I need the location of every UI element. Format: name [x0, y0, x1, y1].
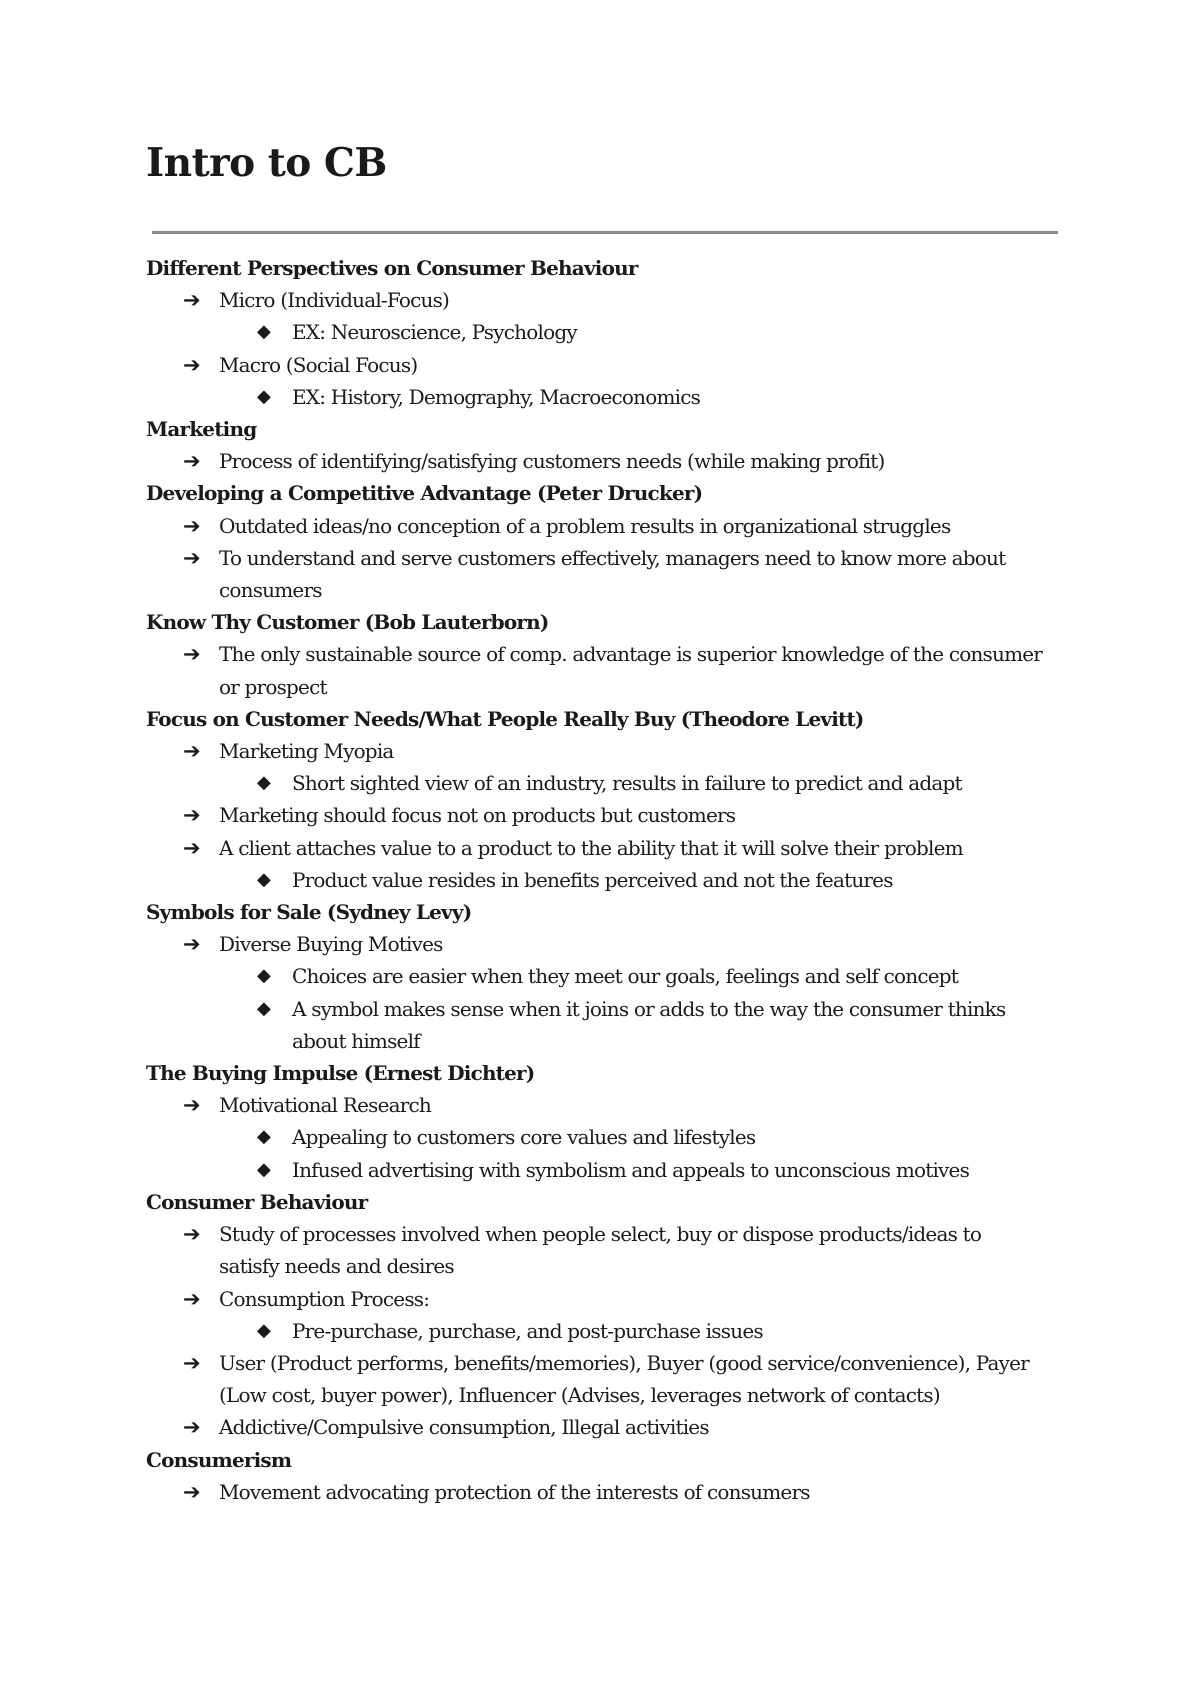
list-item-text: Movement advocating protection of the interests of consumers: [219, 1479, 810, 1504]
arrow-bullet-icon: ➔: [183, 803, 200, 828]
page-title: Intro to CB: [146, 140, 387, 186]
list-item: [146, 1089, 1046, 1121]
diamond-bullet-icon: ◆: [257, 1158, 271, 1180]
list-item-text: Product value resides in benefits perceived and not the features: [292, 867, 893, 892]
section-heading: Know Thy Customer (Bob Lauterborn): [146, 610, 549, 635]
arrow-bullet-icon: ➔: [183, 1093, 200, 1118]
diamond-bullet-icon: ◆: [257, 1126, 271, 1148]
list-item: [146, 1347, 1046, 1411]
list-item-text: Infused advertising with symbolism and appeals to unconscious motives: [292, 1157, 970, 1182]
arrow-bullet-icon: ➔: [183, 545, 200, 570]
section: [146, 477, 1046, 606]
list-item-text: Addictive/Compulsive consumption, Illegal activities: [219, 1415, 709, 1440]
list-item: [146, 993, 1046, 1057]
list-item: [146, 510, 1046, 542]
section: [146, 606, 1046, 703]
document-body: [146, 252, 1046, 1508]
list-item-text: Marketing should focus not on products but customers: [219, 803, 736, 828]
list-item-text: User (Product performs, benefits/memories), Buyer (good service/convenience), Payer (Low cost, buyer power), Influencer (Advises, leverages network of contacts): [219, 1350, 1029, 1408]
arrow-bullet-icon: ➔: [183, 1479, 200, 1504]
section: [146, 896, 1046, 1057]
section-heading: The Buying Impulse (Ernest Dichter): [146, 1061, 535, 1086]
diamond-bullet-icon: ◆: [257, 321, 271, 343]
list-item: [146, 832, 1046, 864]
diamond-bullet-icon: ◆: [257, 965, 271, 987]
section-heading: Consumer Behaviour: [146, 1189, 368, 1214]
list-item-text: Consumption Process:: [219, 1286, 430, 1311]
list-item-text: Outdated ideas/no conception of a problem results in organizational struggles: [219, 513, 951, 538]
list-item-text: Marketing Myopia: [219, 739, 394, 764]
list-item: [146, 542, 1046, 606]
section: [146, 1186, 1046, 1444]
list-item: [146, 735, 1046, 767]
section-heading: Different Perspectives on Consumer Behaviour: [146, 256, 638, 280]
arrow-bullet-icon: ➔: [183, 1415, 200, 1440]
list-item: [146, 284, 1046, 316]
list-item: [146, 1315, 1046, 1347]
arrow-bullet-icon: ➔: [183, 1222, 200, 1247]
arrow-bullet-icon: ➔: [183, 352, 200, 377]
diamond-bullet-icon: ◆: [257, 1319, 271, 1341]
list-item-text: EX: Neuroscience, Psychology: [292, 320, 577, 345]
list-item-text: Process of identifying/satisfying customers needs (while making profit): [219, 449, 885, 474]
list-item: [146, 638, 1046, 702]
list-item: [146, 960, 1046, 992]
list-item: [146, 864, 1046, 896]
arrow-bullet-icon: ➔: [183, 449, 200, 474]
list-item-text: Short sighted view of an industry, results in failure to predict and adapt: [292, 771, 962, 796]
section-heading: Marketing: [146, 417, 257, 442]
list-item-text: The only sustainable source of comp. advantage is superior knowledge of the consumer or prospect: [219, 642, 1043, 699]
section: [146, 703, 1046, 896]
section-heading: Symbols for Sale (Sydney Levy): [146, 900, 472, 925]
list-item: [146, 1283, 1046, 1315]
section: [146, 1057, 1046, 1186]
section-heading: Focus on Customer Needs/What People Really Buy (Theodore Levitt): [146, 706, 864, 731]
section-heading: Developing a Competitive Advantage (Peter Drucker): [146, 481, 703, 506]
list-item-text: EX: History, Demography, Macroeconomics: [292, 384, 701, 409]
list-item-text: Appealing to customers core values and lifestyles: [292, 1125, 756, 1150]
arrow-bullet-icon: ➔: [183, 835, 200, 860]
list-item-text: A client attaches value to a product to the ability that it will solve their problem: [219, 835, 963, 860]
list-item: [146, 381, 1046, 413]
arrow-bullet-icon: ➔: [183, 642, 200, 667]
section: [146, 413, 1046, 477]
list-item: [146, 1218, 1046, 1282]
arrow-bullet-icon: ➔: [183, 739, 200, 764]
list-item: [146, 445, 1046, 477]
list-item: [146, 799, 1046, 831]
section: [146, 1444, 1046, 1508]
list-item: [146, 1154, 1046, 1186]
list-item-text: Diverse Buying Motives: [219, 932, 443, 957]
arrow-bullet-icon: ➔: [183, 288, 200, 313]
list-item-text: To understand and serve customers effectively, managers need to know more about consumers: [219, 545, 1006, 603]
list-item: [146, 316, 1046, 348]
list-item-text: Study of processes involved when people select, buy or dispose products/ideas to satisfy needs and desires: [219, 1222, 982, 1279]
list-item-text: Macro (Social Focus): [219, 352, 418, 377]
section-heading: Consumerism: [146, 1447, 292, 1472]
arrow-bullet-icon: ➔: [183, 1350, 200, 1375]
list-item-text: Pre-purchase, purchase, and post-purchase issues: [292, 1318, 763, 1343]
diamond-bullet-icon: ◆: [257, 385, 271, 407]
list-item: [146, 928, 1046, 960]
list-item-text: A symbol makes sense when it joins or adds to the way the consumer thinks about himself: [292, 996, 1006, 1053]
list-item: [146, 767, 1046, 799]
section: [146, 252, 1046, 413]
list-item: [146, 1411, 1046, 1443]
list-item: [146, 349, 1046, 381]
diamond-bullet-icon: ◆: [257, 997, 271, 1019]
arrow-bullet-icon: ➔: [183, 513, 200, 538]
title-divider: [152, 231, 1058, 234]
list-item: [146, 1121, 1046, 1153]
arrow-bullet-icon: ➔: [183, 1286, 200, 1311]
list-item-text: Choices are easier when they meet our goals, feelings and self concept: [292, 964, 959, 989]
list-item-text: Micro (Individual-Focus): [219, 288, 450, 313]
list-item: [146, 1476, 1046, 1508]
arrow-bullet-icon: ➔: [183, 932, 200, 957]
diamond-bullet-icon: ◆: [257, 868, 271, 890]
diamond-bullet-icon: ◆: [257, 772, 271, 794]
list-item-text: Motivational Research: [219, 1093, 431, 1118]
